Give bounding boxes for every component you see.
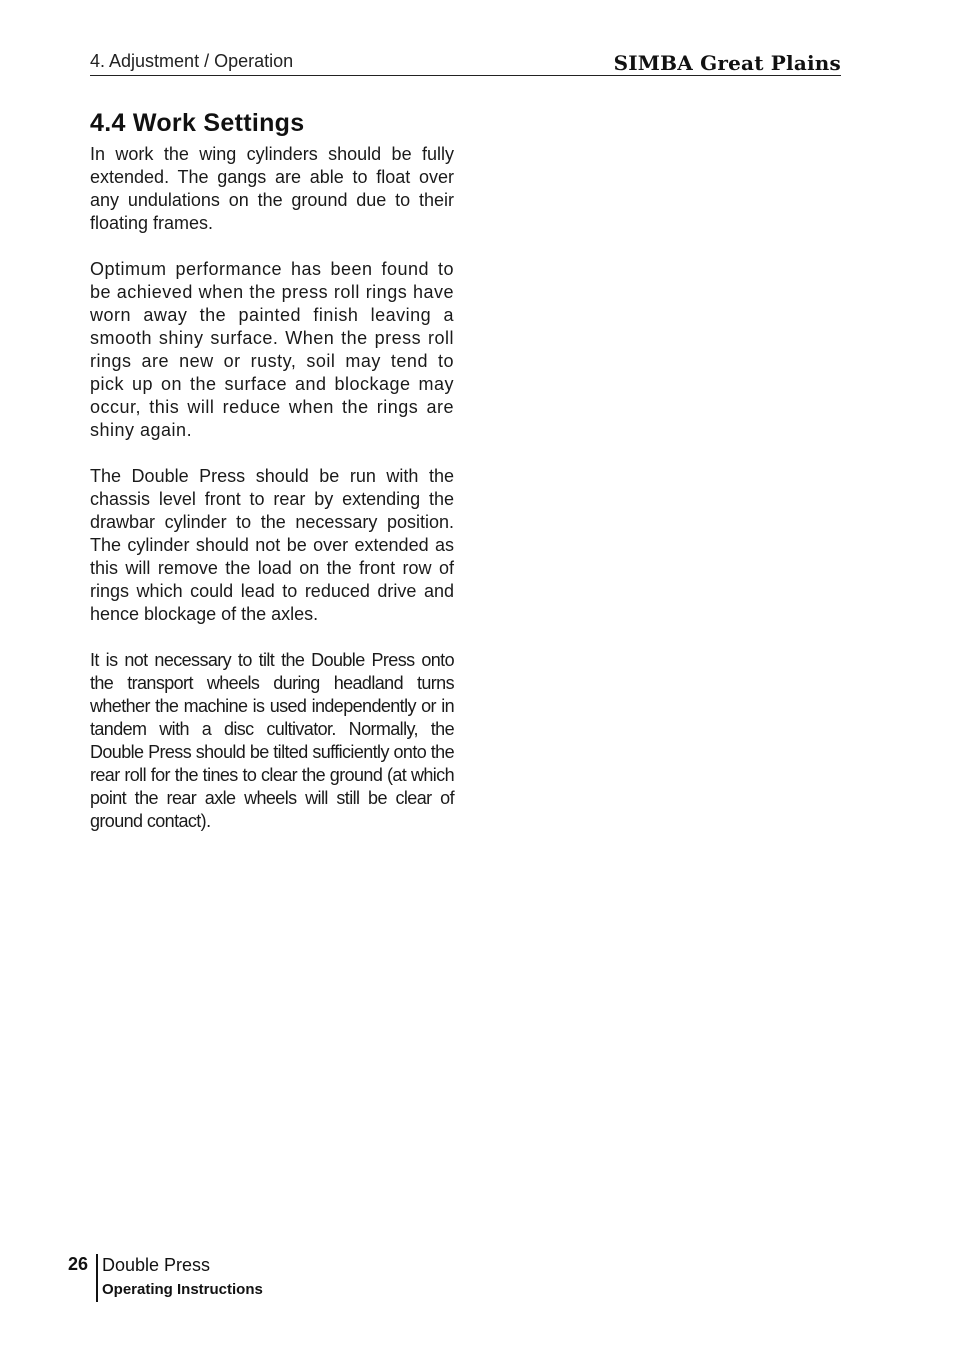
footer-divider xyxy=(96,1254,98,1302)
paragraph-chassis-level: The Double Press should be run with the chassis level front to rear by extending the drawbar cylinder to the necessary position. The cylinder should not be over extended as this will remove the load on the front row of rings which could lead to reduced drive and hence blockage of the axles. xyxy=(90,466,454,624)
paragraph-wing-cylinders: In work the wing cylinders should be fully extended. The gangs are able to float over any undulations on the ground due to their floating frames. xyxy=(90,144,454,233)
page-number: 26 xyxy=(68,1254,89,1274)
main-content xyxy=(90,106,454,856)
document-subtitle: Operating Instructions xyxy=(102,1281,263,1298)
section-title: 4.4 Work Settings xyxy=(90,109,305,137)
paragraph-press-roll-rings: Optimum performance has been found to be achieved when the press roll rings have worn away the painted finish leaving a smooth shiny surface. When the press roll rings are new or rusty, soil may tend to pick up on the surface and blockage may occur, this will reduce when the rings are shiny again. xyxy=(90,259,454,440)
brand-logo-text: SIMBA Great Plains xyxy=(613,51,841,75)
paragraph-headland-turns: It is not necessary to tilt the Double Press onto the transport wheels during headland turns whether the machine is used independently or in tandem with a disc cultivator. Normally, the Double Press should be tilted sufficiently onto the rear roll for the tines to clear the ground (at which point the rear axle wheels will still be clear of ground contact). xyxy=(90,650,454,831)
page-header xyxy=(90,50,841,76)
page-footer xyxy=(68,1254,328,1302)
document-title: Double Press xyxy=(102,1255,211,1275)
section-label: 4. Adjustment / Operation xyxy=(90,51,294,71)
